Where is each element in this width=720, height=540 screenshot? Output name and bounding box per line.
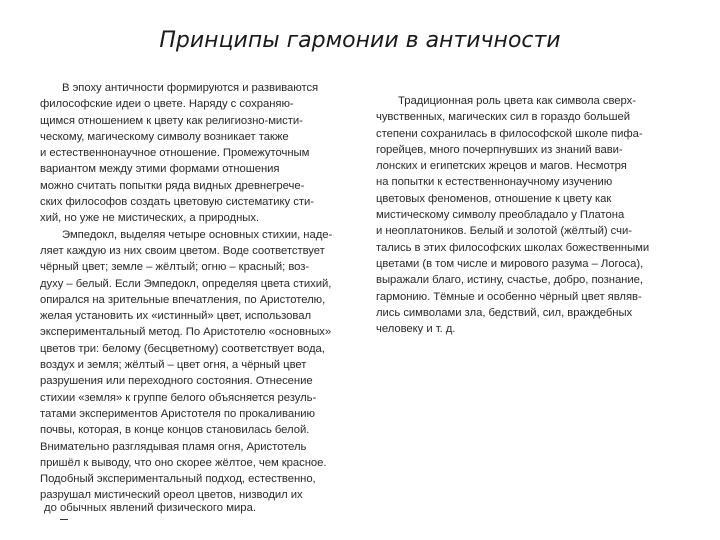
text-line: духу – белый. Если Эмпедокл, определяя цвета стихий, — [40, 277, 332, 290]
text-line: Подобный экспериментальный подход, естественно, — [40, 473, 316, 486]
text-line: экспериментальный метод. По Аристотелю «основных» — [40, 326, 332, 339]
text-line: цветовых феноменов, отношение к цвету как — [376, 192, 612, 205]
left-paragraph-1 — [40, 80, 350, 227]
text-line: чёрный цвет; земле – жёлтый; огню – красный; воз- — [40, 261, 310, 274]
text-line: гармонию. Тёмные и особенно чёрный цвет являв- — [376, 290, 642, 303]
text-line: В эпоху античности формируются и развиваются — [62, 82, 319, 94]
text-line: ских философов создать цветовую систематику сти- — [40, 196, 314, 209]
text-line: цветами (в том числе и мирового разума – Логоса), — [376, 257, 644, 270]
text-line: вариантом между этими формами отношения — [40, 163, 280, 176]
text-line: на попытки к естественнонаучному изучению — [376, 176, 613, 189]
page-dash-mark — [60, 519, 68, 520]
left-paragraph-2 — [40, 227, 350, 504]
text-line: Эмпедокл, выделяя четыре основных стихии, наде- — [62, 228, 333, 241]
text-line: ческому, магическому символу возникает также — [40, 130, 289, 143]
text-line: желая установить их «истинный» цвет, использовал — [40, 310, 312, 323]
text-line: щимся отношением к цвету как религиозно-мисти- — [40, 114, 303, 127]
text-line: чувственных, магических сил в гораздо большей — [376, 111, 631, 124]
left-column — [40, 80, 350, 504]
text-line: степени сохранилась в философской школе пифа- — [376, 127, 643, 140]
text-line: горейцев, много почерпнувших из знаний вави- — [376, 143, 623, 156]
text-line: человеку и т. д. — [376, 323, 456, 336]
text-line: выражали благо, истину, счастье, добро, познание, — [376, 274, 643, 287]
text-line: ляет каждую из них своим цветом. Воде соответствует — [40, 244, 325, 257]
text-line: цветов три: белому (бесцветному) соответствует вода, — [40, 342, 325, 355]
text-line: и неоплатоников. Белый и золотой (жёлтый) счи- — [376, 225, 632, 238]
text-line: и естественнонаучное отношение. Промежуточным — [40, 147, 310, 160]
text-line: лись символами зла, бедствий, сил, враждебных — [376, 306, 633, 319]
text-line: разрушал мистический ореол цветов, низводил их — [40, 489, 303, 502]
text-line: татами экспериментов Аристотеля по прокаливанию — [40, 407, 315, 420]
left-column-tail-line: до обычных явлений физического мира. — [44, 502, 256, 514]
right-column — [376, 93, 676, 337]
text-line: разрушения или переходного состояния. Отнесение — [40, 375, 313, 388]
text-line: Традиционная роль цвета как символа сверх- — [398, 95, 636, 107]
text-line: пришёл к выводу, что оно скорее жёлтое, чем красное. — [40, 456, 327, 469]
text-line: тались в этих философских школах божественными — [376, 241, 650, 254]
text-line: воздух и земля; жёлтый – цвет огня, а чёрный цвет — [40, 359, 307, 372]
text-line: мистическому символу преобладало у Платона — [376, 209, 625, 222]
right-paragraph-1 — [376, 93, 676, 337]
page-title: Принципы гармонии в античности — [159, 28, 561, 53]
text-line: можно считать попытки ряда видных древнегрече- — [40, 179, 305, 192]
text-line: философские идеи о цвете. Наряду с сохраняю- — [40, 98, 294, 111]
text-line: опирался на зрительные впечатления, по Аристотелю, — [40, 293, 326, 306]
text-line: хий, но уже не мистических, а природных. — [40, 212, 260, 225]
text-line: стихии «земля» к группе белого объясняется резуль- — [40, 391, 317, 404]
text-line: почвы, которая, в конце концов становилась белой. — [40, 424, 310, 437]
text-line: Внимательно разглядывая пламя огня, Аристотель — [40, 440, 307, 453]
text-line: лонских и египетских жрецов и магов. Несмотря — [376, 160, 627, 173]
